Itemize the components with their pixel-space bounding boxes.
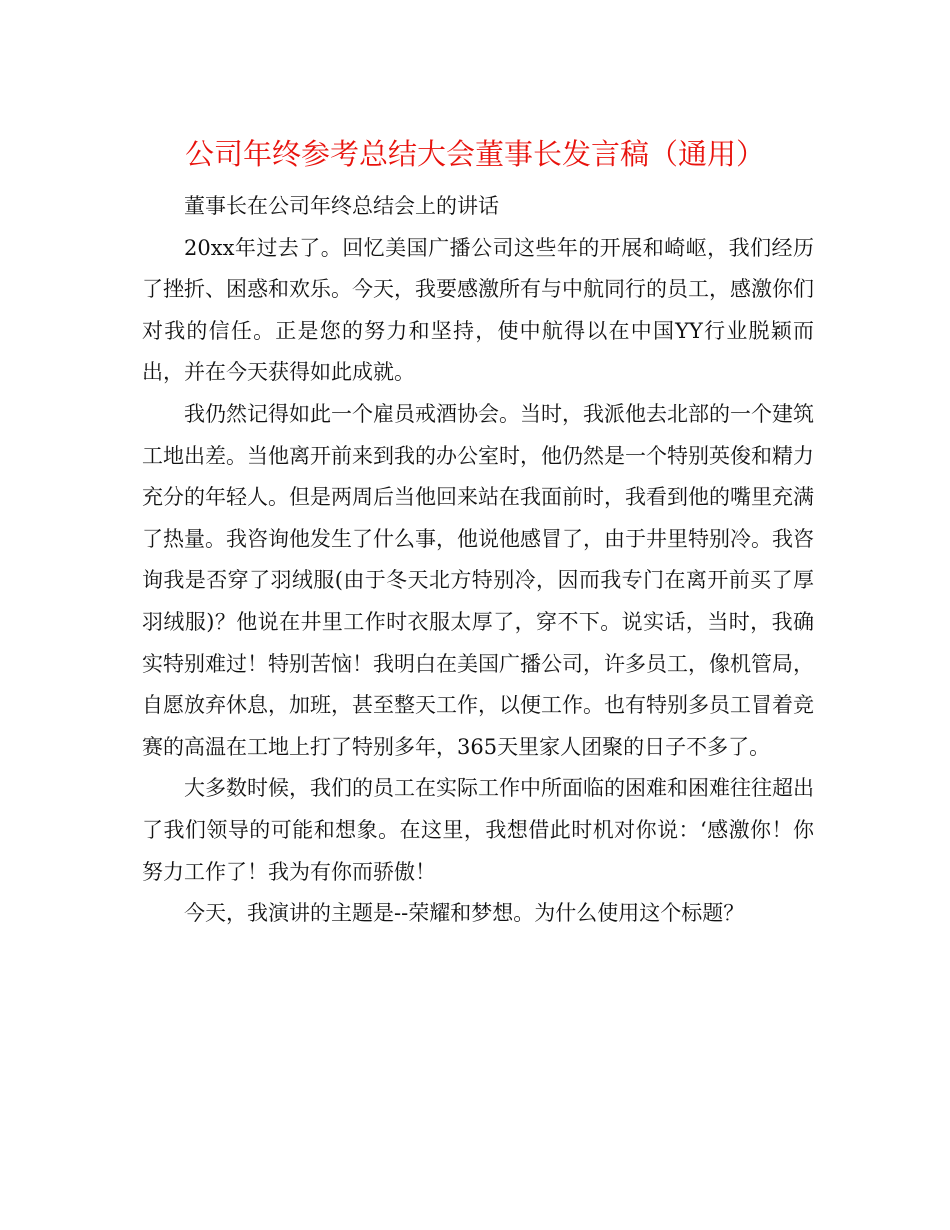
body-paragraph: 20xx年过去了。回忆美国广播公司这些年的开展和崎岖，我们经历了挫折、困惑和欢乐。今天，我要感激所有与中航同行的员工，感激你们对我的信任。正是您的努力和坚持，使中航得以在中国YY行业脱颖而出，并在今天获得如此成就。 bbox=[142, 235, 814, 385]
body-paragraph: 今天，我演讲的主题是--荣耀和梦想。为什么使用这个标题？ bbox=[184, 901, 745, 926]
document-title: 公司年终参考总结大会董事长发言稿（通用） bbox=[184, 137, 765, 171]
subtitle-paragraph: 董事长在公司年终总结会上的讲话 bbox=[184, 194, 499, 218]
document-body bbox=[142, 186, 814, 935]
body-paragraph: 我仍然记得如此一个雇员戒酒协会。当时，我派他去北部的一个建筑工地出差。当他离开前来到我的办公室时，他仍然是一个特别英俊和精力充分的年轻人。但是两周后当他回来站在我面前时，我看到他的嘴里充满了热量。我咨询他发生了什么事，他说他感冒了，由于井里特别冷。我咨询我是否穿了羽绒服(由于冬天北方特别冷，因而我专门在离开前买了厚羽绒服)？他说在井里工作时衣服太厚了，穿不下。说实话，当时，我确实特别难过！特别苦恼！我明白在美国广播公司，许多员工，像机管局，自愿放弃休息，加班，甚至整天工作，以便工作。也有特别多员工冒着竞赛的高温在工地上打了特别多年，365天里家人团聚的日子不多了。 bbox=[142, 401, 814, 759]
body-paragraph: 大多数时候，我们的员工在实际工作中所面临的困难和困难往往超出了我们领导的可能和想象。在这里，我想借此时机对你说：‘感激你！你努力工作了！我为有你而骄傲！ bbox=[142, 776, 814, 884]
